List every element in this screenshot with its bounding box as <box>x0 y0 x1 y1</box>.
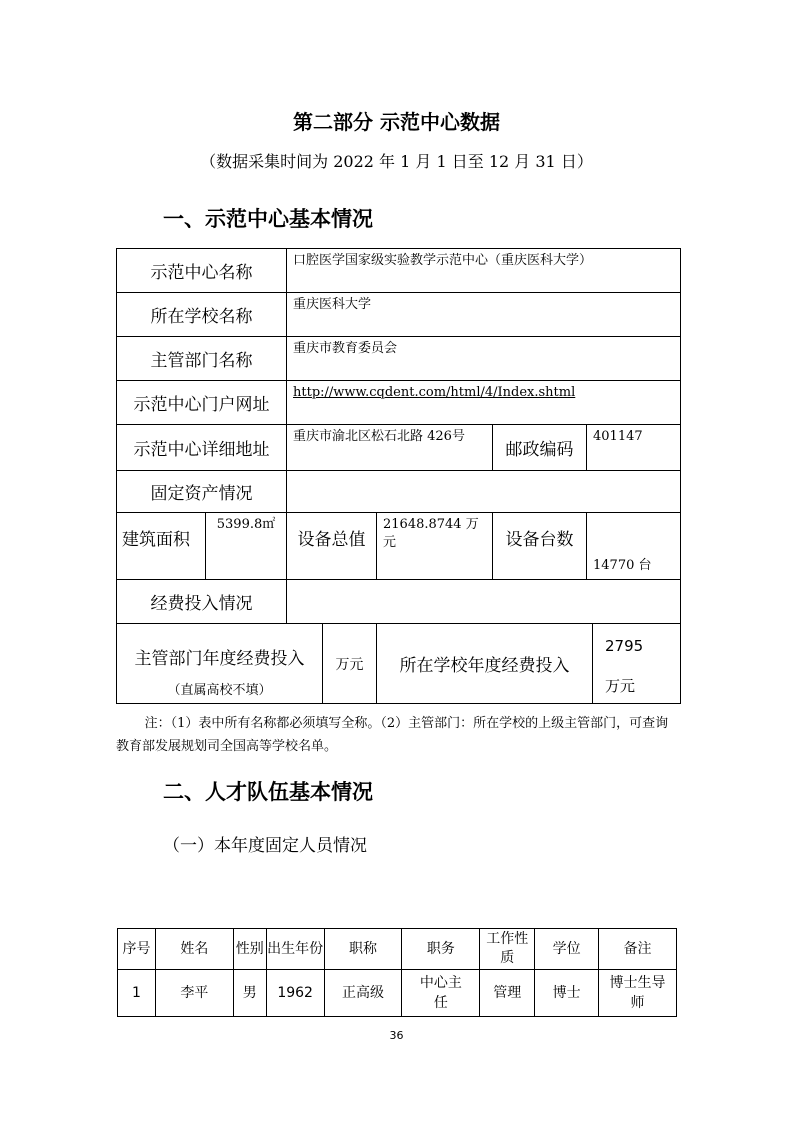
dept-funding-cell <box>117 624 323 703</box>
table-row <box>116 424 681 470</box>
table-row <box>116 623 681 703</box>
funding-value <box>287 580 680 623</box>
table-row <box>116 292 681 336</box>
dept-funding-note: （直属高校不填） <box>167 683 272 698</box>
table-cell: 博士 <box>535 970 599 1017</box>
table-row <box>116 380 681 424</box>
address-label: 示范中心详细地址 <box>117 425 287 470</box>
header-cell: 学位 <box>535 929 599 970</box>
assets-label: 固定资产情况 <box>117 471 287 512</box>
table-header-row <box>118 929 677 970</box>
school-funding-label: 所在学校年度经费投入 <box>377 624 593 703</box>
page-title: 第二部分 示范中心数据 <box>293 110 500 134</box>
portal-link[interactable]: http://www.cqdent.com/html/4/Index.shtml <box>293 385 576 400</box>
dept-value: 重庆市教育委员会 <box>293 341 398 356</box>
dept-funding-unit: 万元 <box>323 624 377 703</box>
page-number: 36 <box>389 1029 404 1042</box>
school-name-label: 所在学校名称 <box>117 293 287 336</box>
table-bottom-border <box>116 703 681 704</box>
section-heading-staff: 二、人才队伍基本情况 <box>163 780 373 804</box>
header-cell: 备注 <box>599 929 677 970</box>
table-cell: 李平 <box>155 970 233 1017</box>
school-funding-value: 2795 万元 <box>605 637 644 695</box>
table-cell: 男 <box>233 970 266 1017</box>
header-cell: 性别 <box>233 929 266 970</box>
table-cell: 1 <box>118 970 156 1017</box>
table-cell: 1962 <box>266 970 324 1017</box>
table-row <box>116 336 681 380</box>
table-cell: 管理 <box>480 970 535 1017</box>
postcode-value: 401147 <box>593 429 643 444</box>
table-note: 注：（1）表中所有名称都必须填写全称。（2）主管部门：所在学校的上级主管部门，可查询教育部发展规划司全国高等学校名单。 <box>116 716 669 754</box>
header-cell: 工作性质 <box>480 929 535 970</box>
table-row <box>116 248 681 292</box>
table-row <box>116 512 681 579</box>
staff-table <box>117 928 677 1017</box>
school-name-value: 重庆医科大学 <box>293 297 372 312</box>
header-cell: 职务 <box>402 929 480 970</box>
header-cell: 出生年份 <box>266 929 324 970</box>
equip-count-label: 设备台数 <box>493 513 587 579</box>
area-label: 建筑面积 <box>117 513 206 579</box>
dept-label: 主管部门名称 <box>117 337 287 380</box>
center-name-value: 口腔医学国家级实验教学示范中心（重庆医科大学） <box>293 253 593 268</box>
equip-value: 21648.8744 万元 <box>377 513 493 579</box>
portal-label: 示范中心门户网址 <box>117 381 287 424</box>
table-row <box>116 579 681 623</box>
table-row <box>118 970 677 1017</box>
section-heading-basic-info: 一、示范中心基本情况 <box>163 207 373 231</box>
table-row <box>116 470 681 512</box>
table-cell: 正高级 <box>324 970 402 1017</box>
center-name-label: 示范中心名称 <box>117 249 287 292</box>
header-cell: 序号 <box>118 929 156 970</box>
assets-value <box>287 471 680 512</box>
postcode-label: 邮政编码 <box>493 425 587 470</box>
subsection-heading-fixed-staff: （一）本年度固定人员情况 <box>163 836 367 856</box>
area-value: 5399.8㎡ <box>206 513 287 579</box>
table-cell: 中心主任 <box>402 970 480 1017</box>
header-cell: 姓名 <box>155 929 233 970</box>
dept-funding-label: 主管部门年度经费投入 <box>134 649 305 669</box>
address-value: 重庆市渝北区松石北路 426号 <box>287 425 493 470</box>
table-cell: 博士生导师 <box>599 970 677 1017</box>
equip-count-value: 14770 台 <box>593 558 652 573</box>
header-cell: 职称 <box>324 929 402 970</box>
page-subtitle: （数据采集时间为 2022 年 1 月 1 日至 12 月 31 日） <box>200 152 593 171</box>
funding-label: 经费投入情况 <box>117 580 287 623</box>
portal-value <box>287 381 680 424</box>
equip-value-label: 设备总值 <box>287 513 377 579</box>
